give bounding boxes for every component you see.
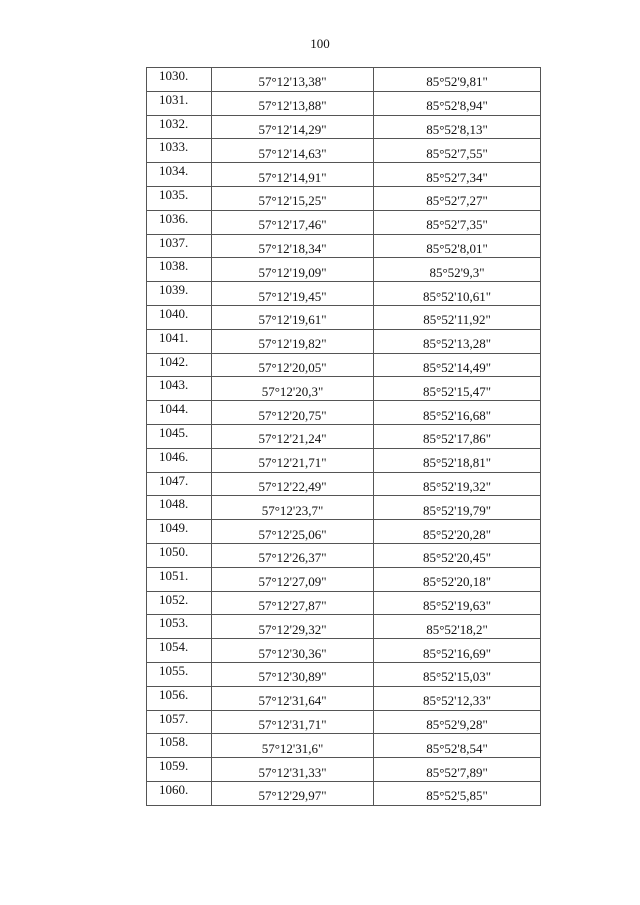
longitude-cell: 85°52'8,54" — [374, 734, 541, 758]
latitude-cell: 57°12'14,63" — [212, 139, 374, 163]
point-number-cell: 1051. — [147, 567, 212, 591]
latitude-cell: 57°12'26,37" — [212, 543, 374, 567]
table-row — [147, 401, 541, 425]
longitude-cell: 85°52'7,27" — [374, 186, 541, 210]
table-row — [147, 115, 541, 139]
longitude-cell: 85°52'11,92" — [374, 305, 541, 329]
point-number-cell: 1046. — [147, 448, 212, 472]
latitude-cell: 57°12'31,71" — [212, 710, 374, 734]
table-row — [147, 282, 541, 306]
longitude-cell: 85°52'20,18" — [374, 567, 541, 591]
table-row — [147, 353, 541, 377]
longitude-cell: 85°52'7,34" — [374, 163, 541, 187]
longitude-cell: 85°52'20,45" — [374, 543, 541, 567]
latitude-cell: 57°12'20,05" — [212, 353, 374, 377]
longitude-cell: 85°52'5,85" — [374, 781, 541, 805]
table-row — [147, 234, 541, 258]
latitude-cell: 57°12'13,38" — [212, 68, 374, 92]
table-row — [147, 520, 541, 544]
table-row — [147, 639, 541, 663]
point-number-cell: 1034. — [147, 163, 212, 187]
point-number-cell: 1043. — [147, 377, 212, 401]
point-number-cell: 1035. — [147, 186, 212, 210]
longitude-cell: 85°52'15,03" — [374, 662, 541, 686]
table-row — [147, 68, 541, 92]
table-row — [147, 186, 541, 210]
point-number-cell: 1050. — [147, 543, 212, 567]
table-row — [147, 710, 541, 734]
latitude-cell: 57°12'19,61" — [212, 305, 374, 329]
latitude-cell: 57°12'21,24" — [212, 424, 374, 448]
point-number-cell: 1031. — [147, 91, 212, 115]
point-number-cell: 1039. — [147, 282, 212, 306]
table-row — [147, 781, 541, 805]
point-number-cell: 1045. — [147, 424, 212, 448]
longitude-cell: 85°52'13,28" — [374, 329, 541, 353]
point-number-cell: 1054. — [147, 639, 212, 663]
latitude-cell: 57°12'21,71" — [212, 448, 374, 472]
longitude-cell: 85°52'9,81" — [374, 68, 541, 92]
point-number-cell: 1033. — [147, 139, 212, 163]
point-number-cell: 1057. — [147, 710, 212, 734]
page-number: 100 — [310, 36, 330, 51]
table-row — [147, 329, 541, 353]
longitude-cell: 85°52'7,35" — [374, 210, 541, 234]
point-number-cell: 1059. — [147, 758, 212, 782]
point-number-cell: 1032. — [147, 115, 212, 139]
table-row — [147, 543, 541, 567]
table-row — [147, 472, 541, 496]
longitude-cell: 85°52'9,28" — [374, 710, 541, 734]
longitude-cell: 85°52'7,89" — [374, 758, 541, 782]
point-number-cell: 1047. — [147, 472, 212, 496]
table-row — [147, 424, 541, 448]
latitude-cell: 57°12'14,29" — [212, 115, 374, 139]
table-row — [147, 734, 541, 758]
point-number-cell: 1040. — [147, 305, 212, 329]
latitude-cell: 57°12'29,97" — [212, 781, 374, 805]
point-number-cell: 1041. — [147, 329, 212, 353]
longitude-cell: 85°52'7,55" — [374, 139, 541, 163]
latitude-cell: 57°12'30,36" — [212, 639, 374, 663]
point-number-cell: 1058. — [147, 734, 212, 758]
point-number-cell: 1037. — [147, 234, 212, 258]
point-number-cell: 1048. — [147, 496, 212, 520]
longitude-cell: 85°52'8,13" — [374, 115, 541, 139]
latitude-cell: 57°12'17,46" — [212, 210, 374, 234]
longitude-cell: 85°52'19,63" — [374, 591, 541, 615]
table-row — [147, 91, 541, 115]
longitude-cell: 85°52'16,68" — [374, 401, 541, 425]
latitude-cell: 57°12'14,91" — [212, 163, 374, 187]
table-row — [147, 567, 541, 591]
latitude-cell: 57°12'27,87" — [212, 591, 374, 615]
latitude-cell: 57°12'25,06" — [212, 520, 374, 544]
latitude-cell: 57°12'30,89" — [212, 662, 374, 686]
table-row — [147, 496, 541, 520]
longitude-cell: 85°52'8,01" — [374, 234, 541, 258]
longitude-cell: 85°52'19,32" — [374, 472, 541, 496]
latitude-cell: 57°12'29,32" — [212, 615, 374, 639]
longitude-cell: 85°52'15,47" — [374, 377, 541, 401]
latitude-cell: 57°12'27,09" — [212, 567, 374, 591]
longitude-cell: 85°52'12,33" — [374, 686, 541, 710]
point-number-cell: 1038. — [147, 258, 212, 282]
longitude-cell: 85°52'14,49" — [374, 353, 541, 377]
longitude-cell: 85°52'19,79" — [374, 496, 541, 520]
table-row — [147, 163, 541, 187]
table-row — [147, 448, 541, 472]
point-number-cell: 1030. — [147, 68, 212, 92]
latitude-cell: 57°12'18,34" — [212, 234, 374, 258]
longitude-cell: 85°52'8,94" — [374, 91, 541, 115]
table-row — [147, 686, 541, 710]
longitude-cell: 85°52'17,86" — [374, 424, 541, 448]
coordinates-table — [146, 67, 541, 806]
longitude-cell: 85°52'18,2" — [374, 615, 541, 639]
point-number-cell: 1060. — [147, 781, 212, 805]
point-number-cell: 1036. — [147, 210, 212, 234]
latitude-cell: 57°12'20,3" — [212, 377, 374, 401]
table-row — [147, 591, 541, 615]
table-row — [147, 139, 541, 163]
point-number-cell: 1044. — [147, 401, 212, 425]
latitude-cell: 57°12'13,88" — [212, 91, 374, 115]
table-row — [147, 210, 541, 234]
point-number-cell: 1053. — [147, 615, 212, 639]
longitude-cell: 85°52'9,3" — [374, 258, 541, 282]
latitude-cell: 57°12'31,64" — [212, 686, 374, 710]
latitude-cell: 57°12'31,6" — [212, 734, 374, 758]
latitude-cell: 57°12'31,33" — [212, 758, 374, 782]
coordinates-table-body — [147, 68, 541, 806]
longitude-cell: 85°52'10,61" — [374, 282, 541, 306]
table-row — [147, 305, 541, 329]
longitude-cell: 85°52'16,69" — [374, 639, 541, 663]
point-number-cell: 1042. — [147, 353, 212, 377]
table-row — [147, 377, 541, 401]
point-number-cell: 1049. — [147, 520, 212, 544]
latitude-cell: 57°12'23,7" — [212, 496, 374, 520]
table-row — [147, 662, 541, 686]
latitude-cell: 57°12'15,25" — [212, 186, 374, 210]
table-row — [147, 758, 541, 782]
latitude-cell: 57°12'19,09" — [212, 258, 374, 282]
latitude-cell: 57°12'20,75" — [212, 401, 374, 425]
longitude-cell: 85°52'18,81" — [374, 448, 541, 472]
point-number-cell: 1052. — [147, 591, 212, 615]
longitude-cell: 85°52'20,28" — [374, 520, 541, 544]
table-row — [147, 258, 541, 282]
point-number-cell: 1055. — [147, 662, 212, 686]
point-number-cell: 1056. — [147, 686, 212, 710]
table-row — [147, 615, 541, 639]
latitude-cell: 57°12'19,45" — [212, 282, 374, 306]
latitude-cell: 57°12'22,49" — [212, 472, 374, 496]
latitude-cell: 57°12'19,82" — [212, 329, 374, 353]
